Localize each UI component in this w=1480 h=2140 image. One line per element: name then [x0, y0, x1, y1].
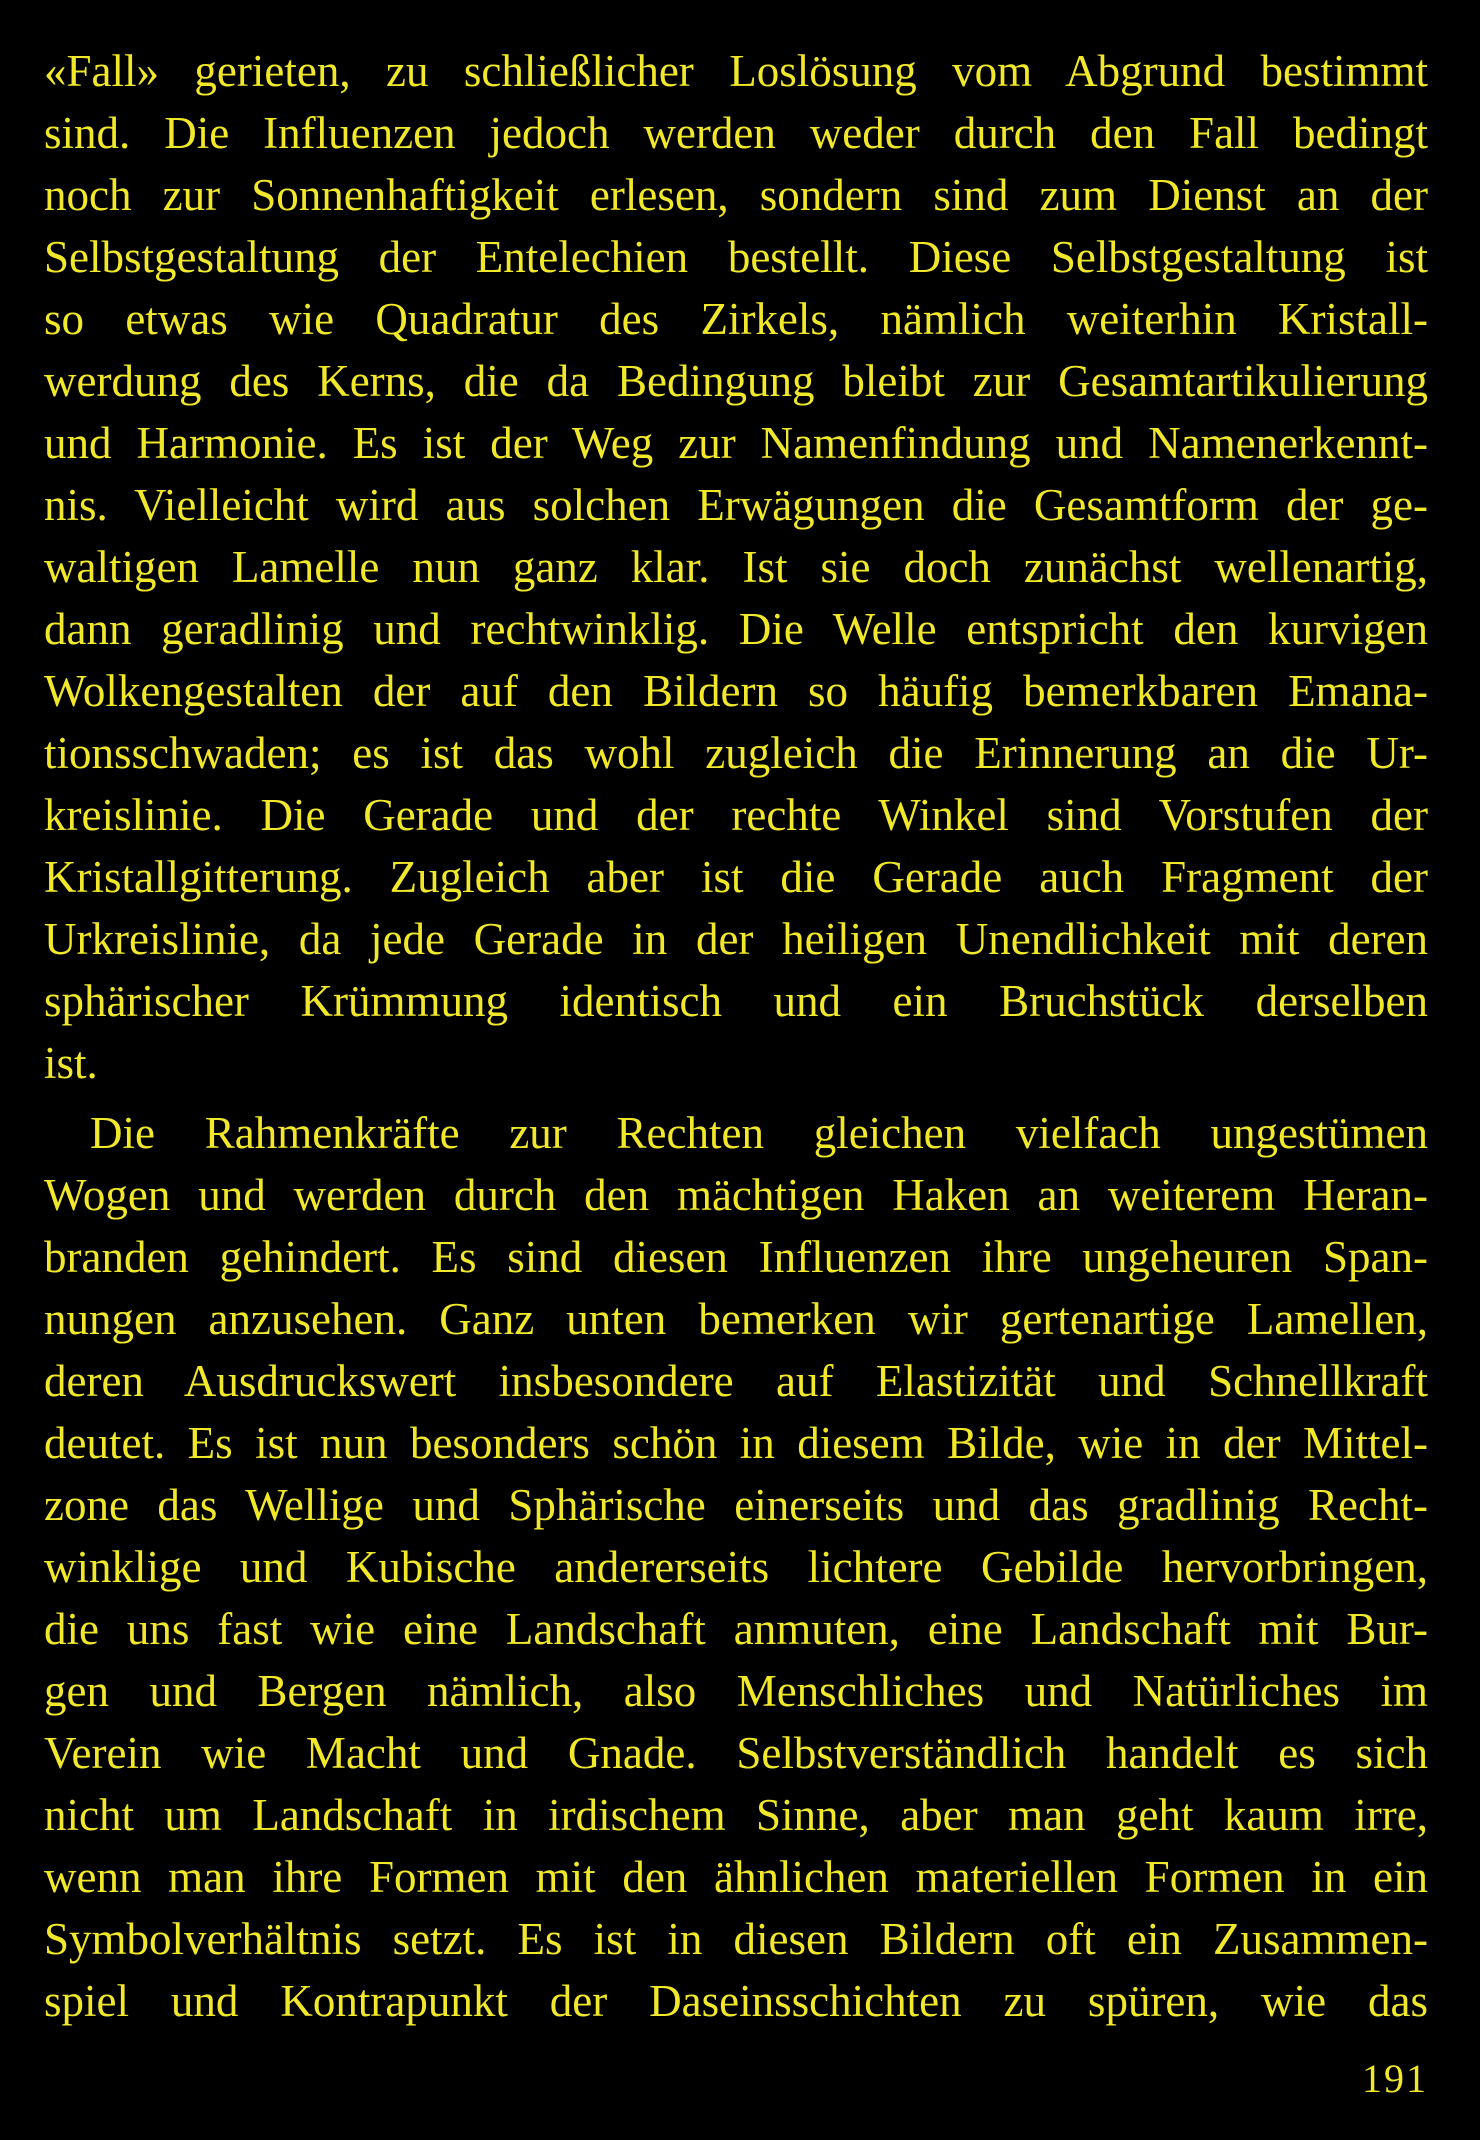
text-line: sphärischer Krümmung identisch und ein Bruchstück derselben	[44, 976, 1428, 1026]
text-line: ist.	[44, 1038, 98, 1088]
text-line: gen und Bergen nämlich, also Menschliches und Natürliches im	[44, 1666, 1428, 1716]
paragraph-1	[44, 40, 1428, 1094]
text-line: tionsschwaden; es ist das wohl zugleich die Erinnerung an die Ur-	[44, 728, 1428, 778]
text-line: nungen anzusehen. Ganz unten bemerken wir gertenartige Lamellen,	[44, 1294, 1428, 1344]
text-line: kreislinie. Die Gerade und der rechte Winkel sind Vorstufen der	[44, 790, 1428, 840]
text-line: wenn man ihre Formen mit den ähnlichen materiellen Formen in ein	[44, 1852, 1428, 1902]
text-line: Wogen und werden durch den mächtigen Haken an weiterem Heran-	[44, 1170, 1428, 1220]
text-line: Verein wie Macht und Gnade. Selbstverständlich handelt es sich	[44, 1728, 1428, 1778]
text-line: Wolkengestalten der auf den Bildern so häufig bemerkbaren Emana-	[44, 666, 1428, 716]
text-line: spiel und Kontrapunkt der Daseinsschichten zu spüren, wie das	[44, 1976, 1428, 2026]
text-line: zone das Wellige und Sphärische einerseits und das gradlinig Recht-	[44, 1480, 1428, 1530]
text-line: sind. Die Influenzen jedoch werden weder durch den Fall bedingt	[44, 108, 1428, 158]
text-line: waltigen Lamelle nun ganz klar. Ist sie doch zunächst wellenartig,	[44, 542, 1428, 592]
text-line: Kristallgitterung. Zugleich aber ist die Gerade auch Fragment der	[44, 852, 1428, 902]
text-line: noch zur Sonnenhaftigkeit erlesen, sondern sind zum Dienst an der	[44, 170, 1428, 220]
text-line: nis. Vielleicht wird aus solchen Erwägungen die Gesamtform der ge-	[44, 480, 1428, 530]
text-line: werdung des Kerns, die da Bedingung bleibt zur Gesamtartikulierung	[44, 356, 1428, 406]
paragraph-2	[44, 1102, 1428, 2032]
paragraph-gap	[44, 1094, 1428, 1102]
text-line: deren Ausdruckswert insbesondere auf Elastizität und Schnellkraft	[44, 1356, 1428, 1406]
text-line: so etwas wie Quadratur des Zirkels, nämlich weiterhin Kristall-	[44, 294, 1428, 344]
text-line: winklige und Kubische andererseits lichtere Gebilde hervorbringen,	[44, 1542, 1428, 1592]
text-line: Die Rahmenkräfte zur Rechten gleichen vielfach ungestümen	[90, 1108, 1428, 1158]
text-line: «Fall» gerieten, zu schließlicher Loslösung vom Abgrund bestimmt	[44, 46, 1428, 96]
text-line: dann geradlinig und rechtwinklig. Die Welle entspricht den kurvigen	[44, 604, 1428, 654]
body-text	[44, 40, 1428, 2032]
text-line: die uns fast wie eine Landschaft anmuten, eine Landschaft mit Bur-	[44, 1604, 1428, 1654]
text-line: Selbstgestaltung der Entelechien bestellt. Diese Selbstgestaltung ist	[44, 232, 1428, 282]
text-line: branden gehindert. Es sind diesen Influenzen ihre ungeheuren Span-	[44, 1232, 1428, 1282]
text-line: Symbolverhältnis setzt. Es ist in diesen Bildern oft ein Zusammen-	[44, 1914, 1428, 1964]
page-number: 191	[1362, 2056, 1428, 2101]
text-line: Urkreislinie, da jede Gerade in der heiligen Unendlichkeit mit deren	[44, 914, 1428, 964]
text-line: und Harmonie. Es ist der Weg zur Namenfindung und Namenerkennt-	[44, 418, 1428, 468]
text-line: deutet. Es ist nun besonders schön in diesem Bilde, wie in der Mittel-	[44, 1418, 1428, 1468]
text-line: nicht um Landschaft in irdischem Sinne, aber man geht kaum irre,	[44, 1790, 1428, 1840]
